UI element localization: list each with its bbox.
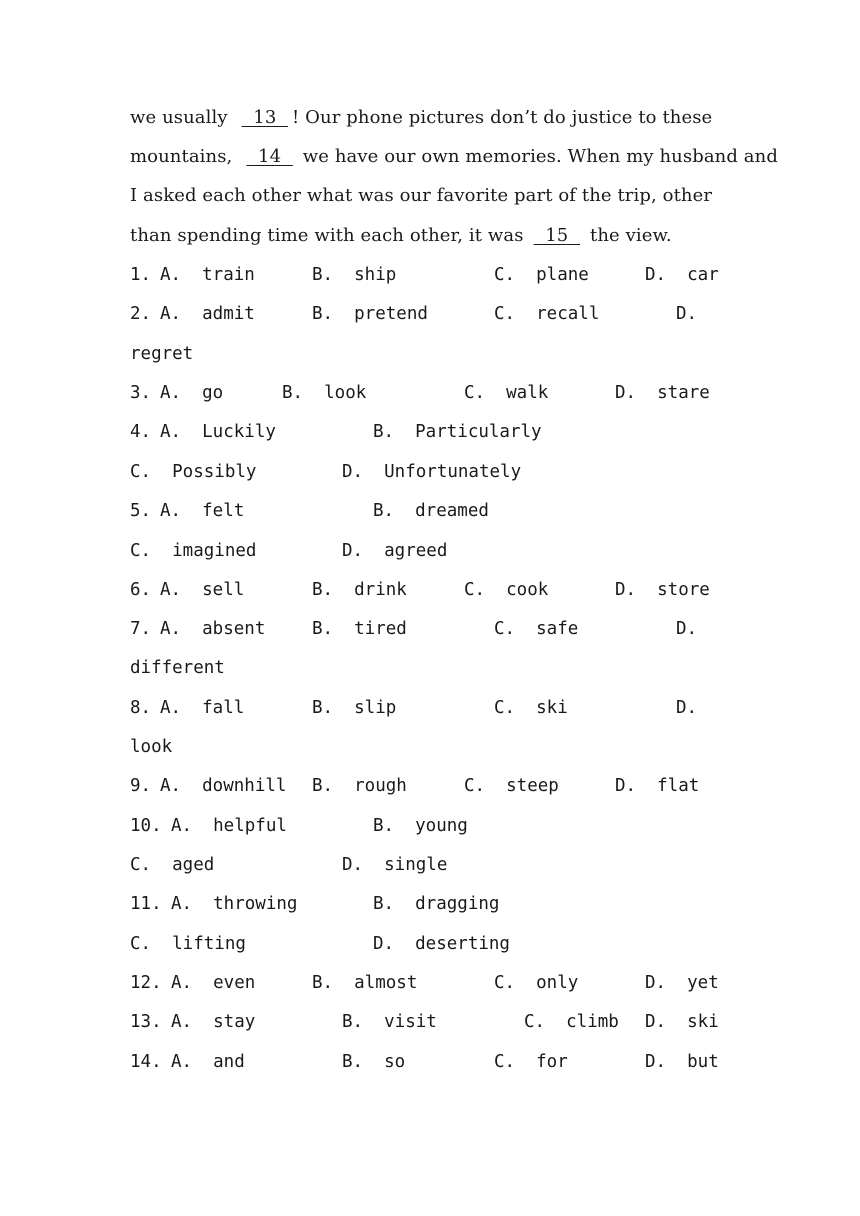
option-c: C. only: [494, 973, 579, 993]
option-a: A. helpful: [171, 816, 287, 836]
question-number: 2.: [130, 304, 152, 324]
option-c: C. ski: [494, 698, 568, 718]
option-a: A. downhill: [160, 776, 287, 796]
option-d: D. stare: [615, 383, 710, 403]
option-b: B. visit: [342, 1012, 437, 1032]
option-c: C. cook: [464, 580, 549, 600]
option-d: D. yet: [645, 973, 719, 993]
question-number: 14.: [130, 1052, 162, 1072]
passage-text: the view.: [590, 225, 672, 246]
question-number: 4.: [130, 422, 152, 442]
option-b: B. rough: [312, 776, 407, 796]
question-number: 11.: [130, 894, 162, 914]
option-d: D. agreed: [342, 541, 448, 561]
option-d: D. single: [342, 855, 448, 875]
option-d: D.: [676, 619, 698, 639]
option-c: C. for: [494, 1052, 568, 1072]
option-c: C. steep: [464, 776, 559, 796]
option-a: A. go: [160, 383, 224, 403]
question-number: 5.: [130, 501, 152, 521]
question-number: 13.: [130, 1012, 162, 1032]
option-d: D. store: [615, 580, 710, 600]
passage-text: I asked each other what was our favorite part of the trip, other: [130, 185, 713, 206]
option-a: A. fall: [160, 698, 245, 718]
question-number: 1.: [130, 265, 152, 285]
question-number: 10.: [130, 816, 162, 836]
question-number: 8.: [130, 698, 152, 718]
option-a: A. stay: [171, 1012, 256, 1032]
option-d: D. flat: [615, 776, 700, 796]
question-number: 6.: [130, 580, 152, 600]
option-a: A. Luckily: [160, 422, 276, 442]
question-number: 9.: [130, 776, 152, 796]
blank-13: 13: [241, 107, 289, 128]
option-c: C. recall: [494, 304, 600, 324]
option-b: B. so: [342, 1052, 406, 1072]
option-a: A. throwing: [171, 894, 298, 914]
passage-text: we usually: [130, 107, 228, 128]
option-b: B. pretend: [312, 304, 428, 324]
passage-text: we have our own memories. When my husband and: [302, 146, 778, 167]
option-d: D.: [676, 304, 698, 324]
option-a: A. absent: [160, 619, 266, 639]
option-a: A. sell: [160, 580, 245, 600]
option-c: C. Possibly: [130, 462, 257, 482]
option-c: C. walk: [464, 383, 549, 403]
option-b: B. Particularly: [373, 422, 542, 442]
option-d: D. but: [645, 1052, 719, 1072]
option-b: B. dreamed: [373, 501, 489, 521]
option-c: C. imagined: [130, 541, 257, 561]
option-c: C. plane: [494, 265, 589, 285]
passage-line-2: [130, 142, 778, 172]
option-a: A. and: [171, 1052, 245, 1072]
option-a: A. train: [160, 265, 255, 285]
blank-14: 14: [246, 146, 293, 167]
option-a: A. admit: [160, 304, 255, 324]
option-d: D. deserting: [373, 934, 510, 954]
option-c: C. safe: [494, 619, 579, 639]
option-d-wrapped: regret: [130, 344, 194, 364]
option-c: C. lifting: [130, 934, 246, 954]
option-d: D. ski: [645, 1012, 719, 1032]
question-number: 3.: [130, 383, 152, 403]
option-b: B. almost: [312, 973, 418, 993]
question-number: 12.: [130, 973, 162, 993]
passage-line-1: [130, 103, 712, 133]
question-number: 7.: [130, 619, 152, 639]
option-a: A. even: [171, 973, 256, 993]
option-a: A. felt: [160, 501, 245, 521]
passage-line-4: [130, 221, 672, 251]
option-b: B. tired: [312, 619, 407, 639]
option-c: C. climb: [524, 1012, 619, 1032]
option-d-wrapped: look: [130, 737, 173, 757]
passage-text: than spending time with each other, it was: [130, 225, 524, 246]
option-b: B. look: [282, 383, 367, 403]
blank-15: 15: [533, 225, 580, 246]
option-d: D. car: [645, 265, 719, 285]
option-b: B. dragging: [373, 894, 500, 914]
option-d: D. Unfortunately: [342, 462, 522, 482]
passage-text: ! Our phone pictures don’t do justice to these: [292, 107, 713, 128]
option-c: C. aged: [130, 855, 215, 875]
option-b: B. slip: [312, 698, 397, 718]
option-d-wrapped: different: [130, 658, 225, 678]
option-b: B. ship: [312, 265, 397, 285]
passage-text: mountains,: [130, 146, 233, 167]
option-b: B. drink: [312, 580, 407, 600]
option-b: B. young: [373, 816, 468, 836]
option-d: D.: [676, 698, 698, 718]
passage-line-3: [130, 181, 712, 211]
